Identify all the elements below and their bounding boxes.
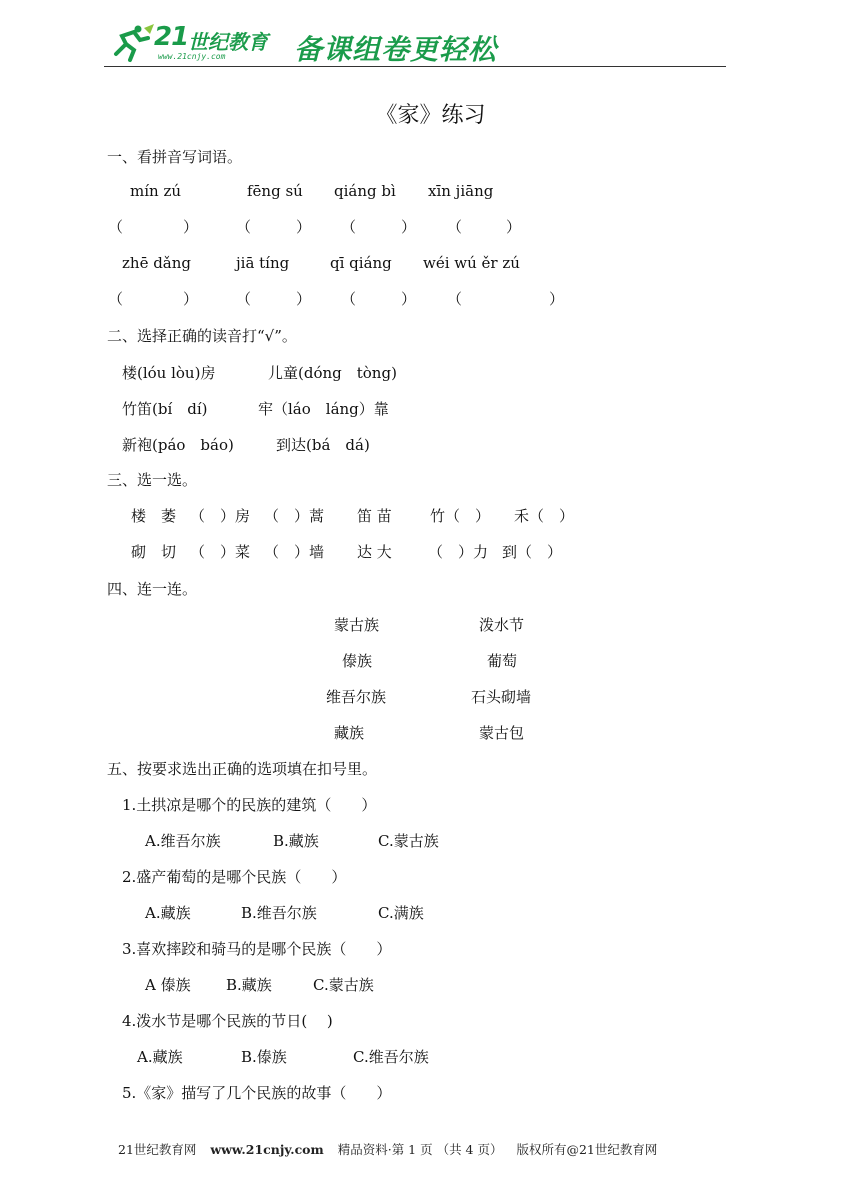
pinyin-item: wéi wú ěr zú <box>423 254 520 272</box>
match-right-item[interactable]: 石头砌墙 <box>471 688 532 706</box>
pinyin-item: jiā tíng <box>236 254 290 272</box>
answer-bracket-open[interactable]: （ <box>447 218 463 236</box>
answer-bracket-open[interactable]: （ <box>447 290 463 308</box>
match-left-item[interactable]: 藏族 <box>334 724 365 742</box>
choice-pair: 楼 萎 <box>131 507 177 525</box>
answer-bracket-open[interactable]: （ <box>341 290 357 308</box>
option-b[interactable]: B.傣族 <box>241 1048 287 1066</box>
pinyin-item: zhē dǎng <box>122 254 192 272</box>
option-a[interactable]: A 傣族 <box>145 976 191 994</box>
page-header <box>104 22 728 70</box>
pinyin-item: fēng sú <box>247 182 303 200</box>
question-text: 5.《家》描写了几个民族的故事（ ） <box>122 1084 392 1102</box>
fill-blank[interactable]: 到（ ） <box>502 543 563 561</box>
option-c[interactable]: C.蒙古族 <box>378 832 439 850</box>
pinyin-item: qī qiáng <box>330 254 392 272</box>
fill-blank[interactable]: （ ）菜 <box>190 543 251 561</box>
footer-site: 21世纪教育网 <box>118 1142 197 1157</box>
question-text: 4.泼水节是哪个民族的节日( ) <box>122 1012 333 1030</box>
fill-blank[interactable]: （ ）房 <box>190 507 251 525</box>
choice-pair: 砌 切 <box>131 543 177 561</box>
question-text: 2.盛产葡萄的是哪个民族（ ） <box>122 868 347 886</box>
pronunciation-item[interactable]: 到达(bá dá) <box>276 436 370 454</box>
header-divider <box>104 66 726 67</box>
section1-heading: 一、看拼音写词语。 <box>107 148 243 166</box>
page-title: 《家》练习 <box>375 103 486 128</box>
pronunciation-item[interactable]: 牢（láo láng）靠 <box>258 400 389 418</box>
option-a[interactable]: A.维吾尔族 <box>145 832 221 850</box>
fill-blank[interactable]: （ ）蒿 <box>264 507 325 525</box>
answer-bracket-close: ） <box>506 218 522 236</box>
choice-pair: 达 大 <box>357 543 392 561</box>
pronunciation-item[interactable]: 竹笛(bí dí) <box>122 400 208 418</box>
match-left-item[interactable]: 维吾尔族 <box>326 688 387 706</box>
pronunciation-item[interactable]: 儿童(dóng tòng) <box>268 364 397 382</box>
match-left-item[interactable]: 傣族 <box>342 652 373 670</box>
answer-bracket-open[interactable]: （ <box>341 218 357 236</box>
option-b[interactable]: B.维吾尔族 <box>241 904 317 922</box>
answer-bracket-open[interactable]: （ <box>236 218 252 236</box>
page-footer <box>118 1140 657 1158</box>
section5-heading: 五、按要求选出正确的选项填在扣号里。 <box>107 760 378 778</box>
question-text: 1.土拱凉是哪个的民族的建筑（ ） <box>122 796 377 814</box>
match-right-item[interactable]: 葡萄 <box>487 652 518 670</box>
match-right-item[interactable]: 蒙古包 <box>479 724 525 742</box>
option-c[interactable]: C.维吾尔族 <box>353 1048 429 1066</box>
answer-bracket-close: ） <box>296 218 312 236</box>
choice-pair: 笛 苗 <box>357 507 392 525</box>
option-b[interactable]: B.藏族 <box>273 832 319 850</box>
answer-bracket-open[interactable]: （ <box>108 290 124 308</box>
runner-logo-icon <box>108 24 156 64</box>
pronunciation-item[interactable]: 新袍(páo báo) <box>122 436 234 454</box>
pinyin-item: mín zú <box>130 182 182 200</box>
answer-bracket-close: ） <box>401 290 417 308</box>
fill-blank[interactable]: （ ）墙 <box>264 543 325 561</box>
option-c[interactable]: C.蒙古族 <box>313 976 374 994</box>
answer-bracket-close: ） <box>183 290 199 308</box>
question-text: 3.喜欢摔跤和骑马的是哪个民族（ ） <box>122 940 392 958</box>
header-slogan: 备课组卷更轻松 <box>294 33 498 66</box>
fill-blank[interactable]: 竹（ ） <box>430 507 491 525</box>
footer-copyright: 版权所有@21世纪教育网 <box>516 1142 658 1157</box>
logo-url: www.21cnjy.com <box>158 52 226 61</box>
pinyin-item: qiáng bì <box>334 182 396 200</box>
option-b[interactable]: B.藏族 <box>226 976 272 994</box>
pronunciation-item[interactable]: 楼(lóu lòu)房 <box>122 364 216 382</box>
answer-bracket-close: ） <box>183 218 199 236</box>
fill-blank[interactable]: （ ）力 <box>428 543 489 561</box>
match-right-item[interactable]: 泼水节 <box>479 616 525 634</box>
answer-bracket-close: ） <box>296 290 312 308</box>
answer-bracket-close: ） <box>401 218 417 236</box>
answer-bracket-open[interactable]: （ <box>236 290 252 308</box>
footer-url[interactable]: www.21cnjy.com <box>210 1142 324 1157</box>
section4-heading: 四、连一连。 <box>107 580 198 598</box>
footer-page-info: 精品资料·第 1 页 （共 4 页） <box>337 1142 503 1157</box>
section3-heading: 三、选一选。 <box>107 471 198 489</box>
logo-number: 21 <box>154 22 189 52</box>
fill-blank[interactable]: 禾（ ） <box>514 507 575 525</box>
logo-text: 世纪教育 <box>188 30 268 54</box>
answer-bracket-open[interactable]: （ <box>108 218 124 236</box>
option-a[interactable]: A.藏族 <box>145 904 191 922</box>
match-left-item[interactable]: 蒙古族 <box>334 616 380 634</box>
option-c[interactable]: C.满族 <box>378 904 424 922</box>
answer-bracket-close: ） <box>549 290 565 308</box>
option-a[interactable]: A.藏族 <box>137 1048 183 1066</box>
pinyin-item: xīn jiāng <box>428 182 494 200</box>
section2-heading: 二、选择正确的读音打“√”。 <box>107 327 297 345</box>
